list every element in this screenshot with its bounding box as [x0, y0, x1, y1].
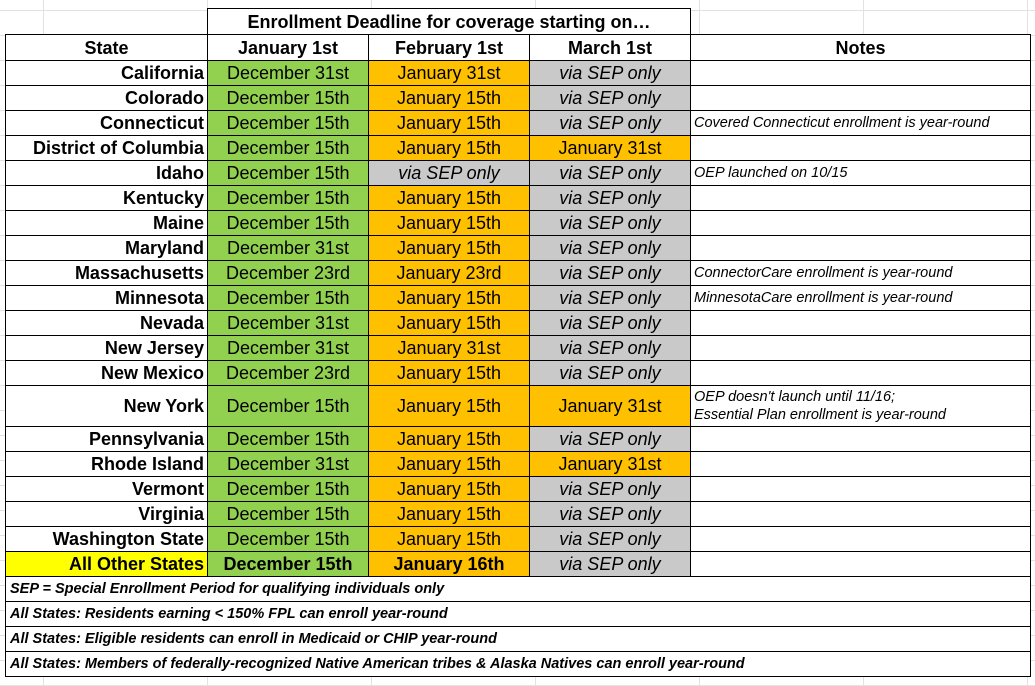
note-cell	[690, 260, 1031, 286]
deadline-january-cell: December 31st	[207, 310, 369, 336]
state-cell: Maine	[5, 210, 208, 236]
deadline-february-cell: January 15th	[368, 85, 530, 111]
deadline-march-cell: via SEP only	[529, 185, 691, 211]
deadline-march-cell: via SEP only	[529, 501, 691, 527]
deadline-february-cell: January 15th	[368, 476, 530, 502]
deadline-february-cell: January 15th	[368, 185, 530, 211]
footnote-row: All States: Residents earning < 150% FPL can enroll year-round	[5, 601, 1031, 627]
state-cell: Pennsylvania	[5, 426, 208, 452]
deadline-january-cell: December 15th	[207, 135, 369, 161]
state-cell: District of Columbia	[5, 135, 208, 161]
deadline-january-cell: December 23rd	[207, 360, 369, 386]
state-cell: New Mexico	[5, 360, 208, 386]
note-line: OEP doesn't launch until 11/16;	[694, 388, 896, 405]
note-cell	[690, 285, 1031, 311]
state-cell: Rhode Island	[5, 451, 208, 477]
deadline-february-cell: January 31st	[368, 60, 530, 86]
note-cell	[690, 385, 1031, 427]
header-march-1st: March 1st	[529, 34, 691, 61]
note-cell	[690, 360, 1031, 386]
deadline-march-cell: via SEP only	[529, 426, 691, 452]
deadline-february-cell: January 15th	[368, 135, 530, 161]
footnote-row: SEP = Special Enrollment Period for qualifying individuals only	[5, 576, 1031, 602]
state-cell: Massachusetts	[5, 260, 208, 286]
state-cell: Minnesota	[5, 285, 208, 311]
header-january-1st: January 1st	[207, 34, 369, 61]
deadline-march-cell: via SEP only	[529, 285, 691, 311]
note-cell	[690, 451, 1031, 477]
deadline-march-cell: via SEP only	[529, 310, 691, 336]
deadline-march-cell: via SEP only	[529, 360, 691, 386]
deadline-january-cell: December 15th	[207, 110, 369, 136]
table-title: Enrollment Deadline for coverage starting on…	[207, 8, 691, 35]
note-line: Covered Connecticut enrollment is year-round	[694, 114, 990, 131]
note-cell	[690, 85, 1031, 111]
deadline-march-cell: via SEP only	[529, 85, 691, 111]
deadline-january-cell: December 31st	[207, 235, 369, 261]
deadline-january-cell: December 15th	[207, 385, 369, 427]
deadline-february-cell: January 15th	[368, 235, 530, 261]
deadline-january-cell: December 15th	[207, 285, 369, 311]
note-cell	[690, 135, 1031, 161]
deadline-january-cell: December 15th	[207, 85, 369, 111]
deadline-march-cell: via SEP only	[529, 476, 691, 502]
deadline-january-cell: December 15th	[207, 160, 369, 186]
state-cell: California	[5, 60, 208, 86]
deadline-february-cell: January 15th	[368, 451, 530, 477]
deadline-march-cell: via SEP only	[529, 235, 691, 261]
deadline-march-cell: via SEP only	[529, 110, 691, 136]
footnote-row: All States: Members of federally-recognized Native American tribes & Alaska Natives can enroll year-round	[5, 651, 1031, 677]
note-cell	[690, 210, 1031, 236]
state-cell: Virginia	[5, 501, 208, 527]
state-cell: New York	[5, 385, 208, 427]
note-cell	[690, 60, 1031, 86]
deadline-february-cell: January 15th	[368, 110, 530, 136]
deadline-january-cell: December 15th	[207, 185, 369, 211]
note-cell	[690, 551, 1031, 577]
deadline-february-cell: January 15th	[368, 526, 530, 552]
deadline-february-cell: January 15th	[368, 310, 530, 336]
deadline-january-cell: December 15th	[207, 210, 369, 236]
deadline-january-cell: December 15th	[207, 501, 369, 527]
state-cell: Vermont	[5, 476, 208, 502]
deadline-march-cell: via SEP only	[529, 260, 691, 286]
state-cell: Washington State	[5, 526, 208, 552]
note-line: OEP launched on 10/15	[694, 164, 848, 181]
note-line: MinnesotaCare enrollment is year-round	[694, 289, 953, 306]
note-cell	[690, 426, 1031, 452]
note-cell	[690, 160, 1031, 186]
state-cell: Nevada	[5, 310, 208, 336]
deadline-march-cell: January 31st	[529, 451, 691, 477]
deadline-march-cell: via SEP only	[529, 551, 691, 577]
deadline-february-cell: January 15th	[368, 501, 530, 527]
deadline-february-cell: January 31st	[368, 335, 530, 361]
state-cell: Kentucky	[5, 185, 208, 211]
header-february-1st: February 1st	[368, 34, 530, 61]
deadline-february-cell: January 15th	[368, 426, 530, 452]
note-cell	[690, 526, 1031, 552]
deadline-january-cell: December 15th	[207, 526, 369, 552]
footnote-row: All States: Eligible residents can enroll in Medicaid or CHIP year-round	[5, 626, 1031, 652]
deadline-january-cell: December 31st	[207, 60, 369, 86]
deadline-march-cell: via SEP only	[529, 335, 691, 361]
header-state: State	[5, 34, 208, 61]
deadline-february-cell: January 16th	[368, 551, 530, 577]
deadline-january-cell: December 31st	[207, 335, 369, 361]
deadline-february-cell: via SEP only	[368, 160, 530, 186]
deadline-february-cell: January 15th	[368, 385, 530, 427]
deadline-january-cell: December 31st	[207, 451, 369, 477]
deadline-march-cell: January 31st	[529, 135, 691, 161]
deadline-march-cell: via SEP only	[529, 160, 691, 186]
deadline-january-cell: December 15th	[207, 551, 369, 577]
state-cell: Idaho	[5, 160, 208, 186]
note-cell	[690, 501, 1031, 527]
deadline-february-cell: January 15th	[368, 285, 530, 311]
note-line: ConnectorCare enrollment is year-round	[694, 264, 953, 281]
note-cell	[690, 335, 1031, 361]
note-line: Essential Plan enrollment is year-round	[694, 407, 947, 423]
deadline-february-cell: January 15th	[368, 210, 530, 236]
state-cell: New Jersey	[5, 335, 208, 361]
state-cell: Colorado	[5, 85, 208, 111]
deadline-march-cell: via SEP only	[529, 210, 691, 236]
deadline-january-cell: December 15th	[207, 426, 369, 452]
note-cell	[690, 235, 1031, 261]
note-cell	[690, 476, 1031, 502]
header-notes: Notes	[690, 34, 1031, 61]
deadline-february-cell: January 23rd	[368, 260, 530, 286]
deadline-march-cell: via SEP only	[529, 60, 691, 86]
note-cell	[690, 310, 1031, 336]
state-cell: All Other States	[5, 551, 208, 577]
deadline-march-cell: via SEP only	[529, 526, 691, 552]
note-cell	[690, 185, 1031, 211]
deadline-january-cell: December 15th	[207, 476, 369, 502]
note-cell	[690, 110, 1031, 136]
deadline-february-cell: January 15th	[368, 360, 530, 386]
state-cell: Connecticut	[5, 110, 208, 136]
deadline-march-cell: January 31st	[529, 385, 691, 427]
state-cell: Maryland	[5, 235, 208, 261]
deadline-january-cell: December 23rd	[207, 260, 369, 286]
